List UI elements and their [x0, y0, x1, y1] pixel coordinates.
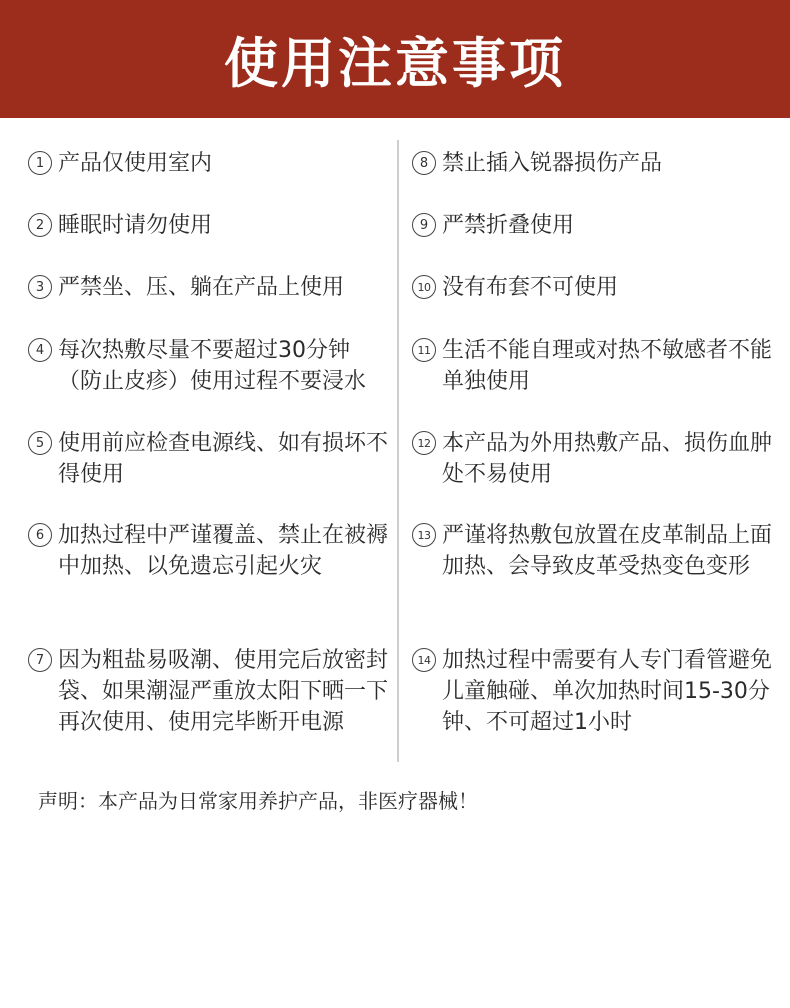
item-text: 每次热敷尽量不要超过30分钟（防止皮疹）使用过程不要浸水 [58, 338, 367, 394]
number-badge: 5 [28, 431, 52, 455]
number-badge: 12 [412, 431, 436, 455]
number-badge: 1 [28, 151, 52, 175]
number-badge: 10 [412, 275, 436, 299]
column-divider [397, 140, 399, 762]
item-text: 产品仅使用室内 [58, 151, 213, 176]
item-text: 加热过程中严谨覆盖、禁止在被褥中加热、以免遗忘引起火灾 [58, 523, 389, 579]
header-banner [0, 0, 790, 118]
number-badge: 8 [412, 151, 436, 175]
item-text: 没有布套不可使用 [442, 275, 619, 300]
number-badge: 7 [28, 648, 52, 672]
number-badge: 14 [412, 648, 436, 672]
number-badge: 2 [28, 213, 52, 237]
number-badge: 3 [28, 275, 52, 299]
item-text: 因为粗盐易吸潮、使用完后放密封袋、如果潮湿严重放太阳下晒一下再次使用、使用完毕断开电源 [58, 648, 389, 735]
item-text: 严禁折叠使用 [442, 213, 575, 238]
item-text: 使用前应检查电源线、如有损坏不得使用 [58, 431, 389, 487]
disclaimer-note: 声明：本产品为日常家用养护产品，非医疗器械！ [38, 789, 478, 813]
item-text: 加热过程中需要有人专门看管避免儿童触碰、单次加热时间15-30分钟、不可超过1小时 [442, 648, 773, 735]
number-badge: 9 [412, 213, 436, 237]
number-badge: 6 [28, 523, 52, 547]
item-text: 睡眠时请勿使用 [58, 213, 213, 238]
page-title: 使用注意事项 [224, 31, 566, 95]
item-text: 生活不能自理或对热不敏感者不能单独使用 [442, 338, 773, 394]
item-text: 严谨将热敷包放置在皮革制品上面加热、会导致皮革受热变色变形 [442, 523, 773, 579]
number-badge: 13 [412, 523, 436, 547]
item-text: 禁止插入锐器损伤产品 [442, 151, 663, 176]
item-text: 严禁坐、压、躺在产品上使用 [58, 275, 345, 300]
number-badge: 4 [28, 338, 52, 362]
item-text: 本产品为外用热敷产品、损伤血肿处不易使用 [442, 431, 773, 487]
number-badge: 11 [412, 338, 436, 362]
